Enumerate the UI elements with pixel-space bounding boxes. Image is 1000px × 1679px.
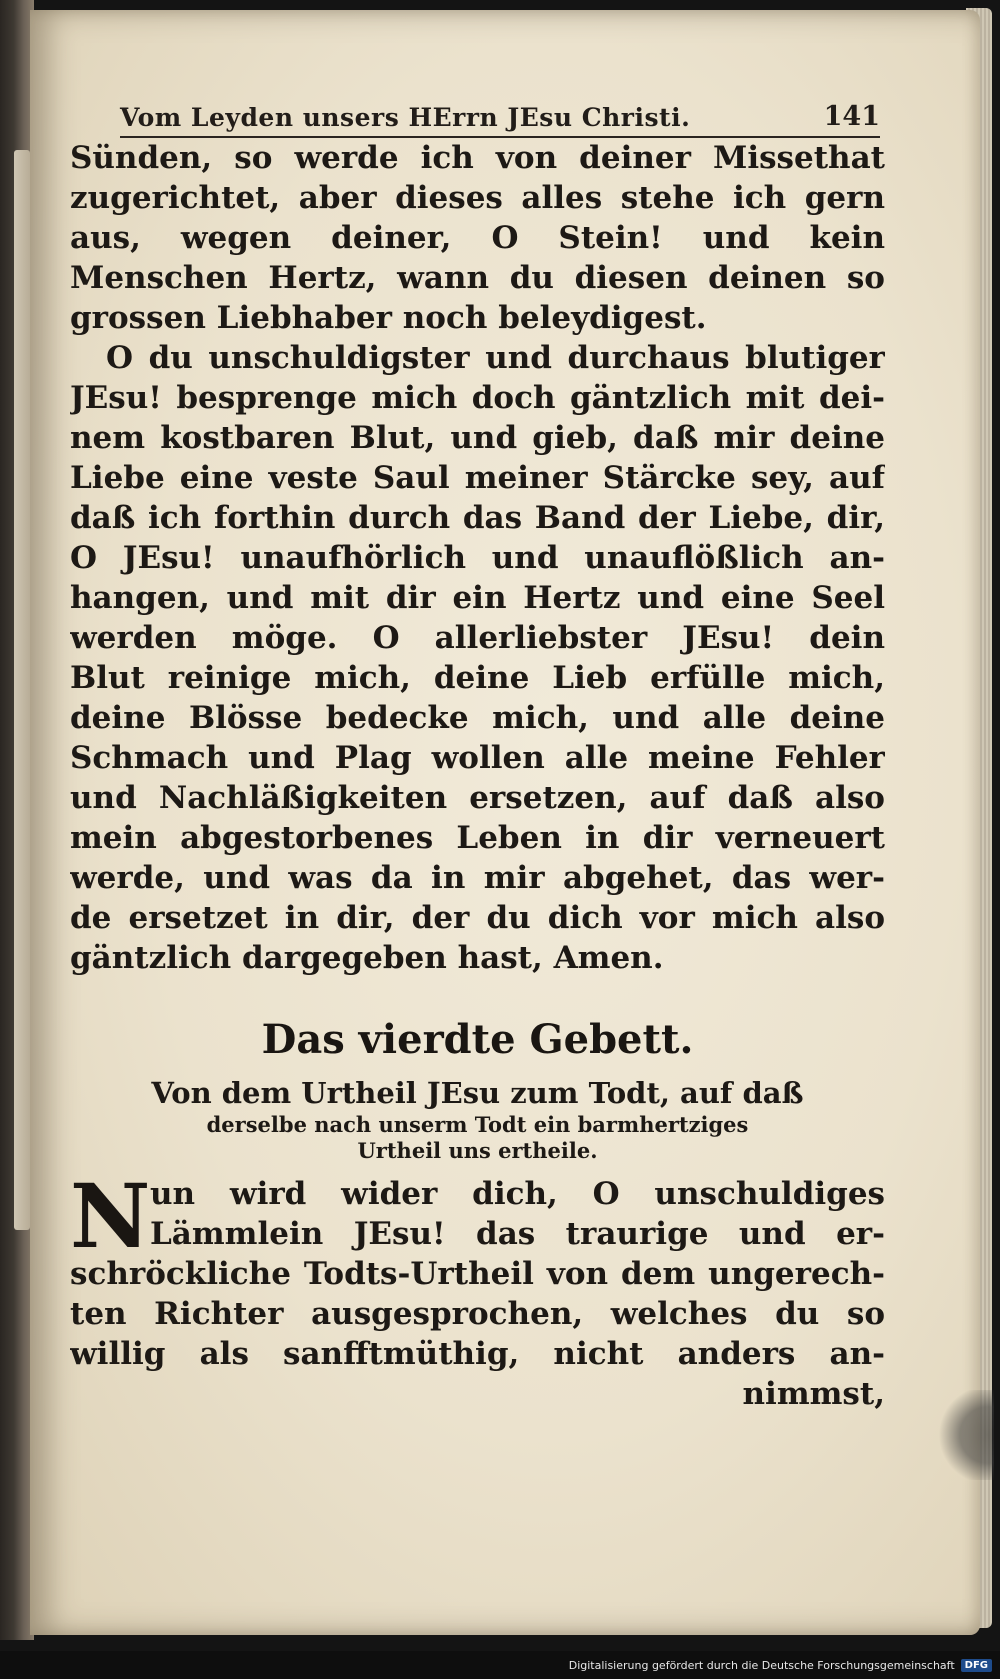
text-line: O du unschuldigster und durchaus blutiger bbox=[106, 340, 885, 376]
text-line: willig als sanfftmüthig, nicht anders an- bbox=[70, 1336, 885, 1372]
text-line: werde, und was da in mir abgehet, das wer- bbox=[70, 860, 885, 896]
footer-credit: Digitalisierung gefördert durch die Deutsche Forschungsgemeinschaft bbox=[568, 1658, 955, 1672]
running-head: Vom Leyden unsers HErrn JEsu Christi. bbox=[120, 103, 691, 132]
text-line: de ersetzet in dir, der du dich vor mich also bbox=[70, 900, 885, 936]
section-subtitle-small: Urtheil uns ertheile. bbox=[357, 1138, 598, 1163]
text-line: JEsu! besprenge mich doch gäntzlich mit dei- bbox=[70, 380, 885, 416]
section-title: Das vierdte Gebett. bbox=[261, 1016, 694, 1063]
text-line: nem kostbaren Blut, und gieb, daß mir deine bbox=[70, 420, 885, 456]
page-curl-shadow bbox=[934, 1390, 994, 1480]
previous-page-edge bbox=[14, 150, 30, 1230]
page-header bbox=[120, 88, 880, 138]
text-line: Schmach und Plag wollen alle meine Fehler bbox=[70, 740, 885, 776]
text-line: schröckliche Todts-Urtheil von dem ungerech- bbox=[70, 1256, 885, 1292]
text-line: deine Blösse bedecke mich, und alle deine bbox=[70, 700, 885, 736]
text-line: gäntzlich dargegeben hast, Amen. bbox=[70, 940, 664, 976]
paragraph-1 bbox=[70, 138, 885, 338]
drop-cap: N bbox=[70, 1164, 151, 1268]
text-line: Lämmlein JEsu! das traurige und er- bbox=[150, 1216, 885, 1252]
text-line: Liebe eine veste Saul meiner Stärcke sey, auf bbox=[70, 460, 885, 496]
text-line: ten Richter ausgesprochen, welches du so bbox=[70, 1296, 885, 1332]
footer-bar bbox=[0, 1651, 1000, 1679]
text-line: zugerichtet, aber dieses alles stehe ich gern bbox=[70, 180, 885, 216]
text-line: aus, wegen deiner, O Stein! und kein bbox=[70, 220, 885, 256]
text-line: werden möge. O allerliebster JEsu! dein bbox=[70, 620, 885, 656]
paragraph-2 bbox=[70, 338, 885, 978]
text-line: mein abgestorbenes Leben in dir verneuert bbox=[70, 820, 885, 856]
page-body bbox=[70, 138, 885, 1414]
text-line: hangen, und mit dir ein Hertz und eine Seel bbox=[70, 580, 885, 616]
text-line: daß ich forthin durch das Band der Liebe, dir, bbox=[70, 500, 885, 536]
text-line: Blut reinige mich, deine Lieb erfülle mich, bbox=[70, 660, 885, 696]
section-subtitle-small: derselbe nach unserm Todt ein barmhertziges bbox=[206, 1112, 749, 1137]
text-line: Menschen Hertz, wann du diesen deinen so bbox=[70, 260, 885, 296]
page-number: 141 bbox=[823, 101, 880, 132]
text-line: Sünden, so werde ich von deiner Missethat bbox=[70, 140, 885, 176]
text-line: grossen Liebhaber noch beleydigest. bbox=[70, 300, 707, 336]
catchword: nimmst, bbox=[742, 1376, 885, 1412]
text-line: und Nachläßigkeiten ersetzen, auf daß also bbox=[70, 780, 885, 816]
dfg-logo: DFG bbox=[961, 1659, 992, 1672]
paragraph-3 bbox=[70, 1164, 885, 1374]
section-subtitle: Von dem Urtheil JEsu zum Todt, auf daß bbox=[151, 1076, 804, 1110]
text-line: un wird wider dich, O unschuldiges bbox=[150, 1176, 885, 1212]
text-line: O JEsu! unaufhörlich und unauflößlich an- bbox=[70, 540, 885, 576]
